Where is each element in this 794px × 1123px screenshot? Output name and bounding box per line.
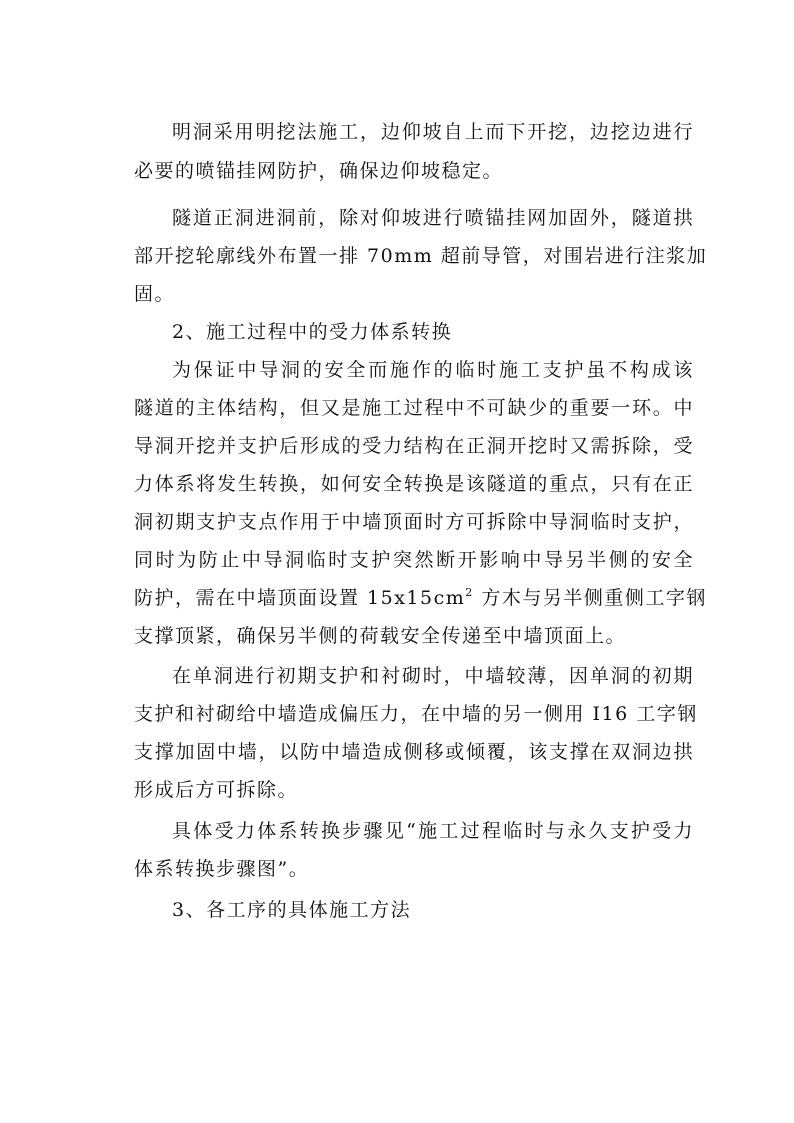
text-line: 部开挖轮廓线外布置一排 70mm 超前导管，对围岩进行注浆加 — [134, 245, 708, 267]
text-line: 同时为防止中导洞临时支护突然断开影响中导另半侧的安全 — [134, 549, 694, 571]
text-line: 洞初期支护支点作用于中墙顶面时方可拆除中导洞临时支护， — [134, 511, 694, 533]
text-line: 明洞采用明挖法施工，边仰坡自上而下开挖，边挖边进行 — [172, 121, 694, 143]
text-line: 形成后方可拆除。 — [134, 779, 299, 801]
text-fragment: 方木与另半侧重侧工字钢 — [473, 587, 707, 609]
text-line — [134, 579, 707, 617]
text-line: 为保证中导洞的安全而施作的临时施工支护虽不构成该 — [172, 359, 694, 381]
text-line: 支撑加固中墙，以防中墙造成侧移或倾覆，该支撑在双洞边拱 — [134, 741, 694, 763]
text-line: 固。 — [134, 283, 176, 305]
section-heading: 2、施工过程中的受力体系转换 — [172, 321, 453, 343]
text-line: 隧道正洞进洞前，除对仰坡进行喷锚挂网加固外，隧道拱 — [172, 207, 694, 229]
text-line: 支护和衬砌给中墙造成偏压力，在中墙的另一侧用 I16 工字钢 — [134, 703, 698, 725]
section-heading: 3、各工序的具体施工方法 — [172, 899, 412, 921]
superscript: 2 — [465, 586, 474, 599]
text-fragment: 防护，需在中墙顶面设置 15x15cm — [134, 587, 466, 609]
text-line: 体系转换步骤图”。 — [134, 858, 310, 880]
text-line: 必要的喷锚挂网防护，确保边仰坡稳定。 — [134, 160, 504, 182]
text-line: 具体受力体系转换步骤见“施工过程临时与永久支护受力 — [172, 820, 694, 842]
text-line: 力体系将发生转换，如何安全转换是该隧道的重点，只有在正 — [134, 473, 694, 495]
text-line: 导洞开挖并支护后形成的受力结构在正洞开挖时又需拆除，受 — [134, 435, 694, 457]
text-line: 支撑顶紧，确保另半侧的荷载安全传递至中墙顶面上。 — [134, 625, 627, 647]
text-line: 隧道的主体结构，但又是施工过程中不可缺少的重要一环。中 — [134, 397, 694, 419]
text-line: 在单洞进行初期支护和衬砌时，中墙较薄，因单洞的初期 — [172, 665, 694, 687]
